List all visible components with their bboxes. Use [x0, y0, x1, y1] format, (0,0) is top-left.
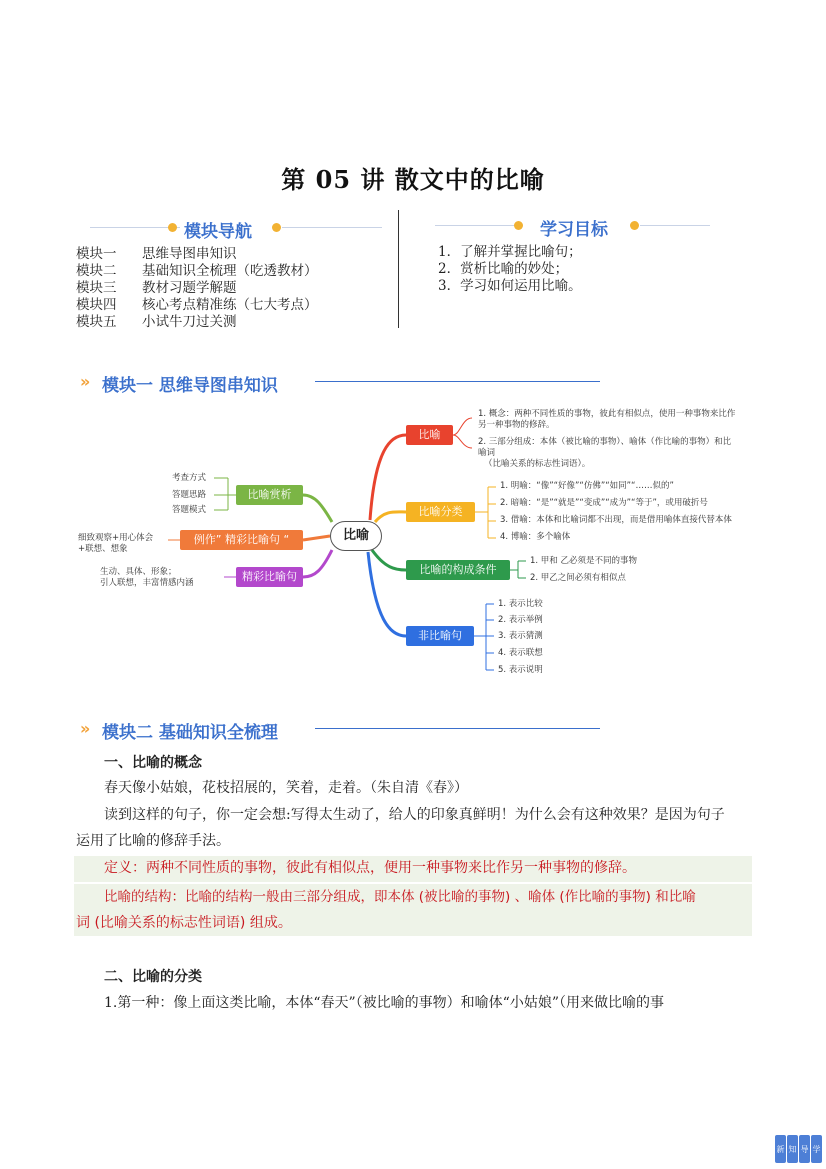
branch-jingcai — [303, 550, 332, 577]
fenlei-detail: 2. 暗喻：“是”“就是”“变成”“成为”“等于”，或用破折号 — [500, 498, 708, 508]
nav-item[interactable]: 模块一 思维导图串知识 — [76, 246, 237, 262]
branch-fenlei — [375, 512, 406, 522]
node-goucheng: 比喻的构成条件 — [406, 560, 510, 580]
node-lizuo: 例作” 精彩比喻句 “ — [180, 530, 303, 550]
nav-heading-line-right — [282, 227, 382, 228]
nav-item[interactable]: 模块四 核心考点精准练（七大考点） — [76, 297, 318, 313]
goals-heading: 学习目标 — [540, 220, 608, 240]
module2-title: 模块二 基础知识全梳理 — [102, 723, 278, 743]
definition: 定义：两种不同性质的事物，彼此有相似点，便用一种事物来比作另一种事物的修辞。 — [104, 860, 636, 876]
example-sentence: 春天像小姑娘，花枝招展的，笑着，走着。（朱自清《春》） — [104, 780, 468, 796]
nav-heading-line-left — [90, 227, 180, 228]
node-biyu: 比喻 — [406, 425, 453, 445]
biyu-detail: 另一种事物的修辞。 — [478, 420, 555, 430]
nav-heading-dot-right — [272, 223, 281, 232]
shangxi-detail: 答题思路 — [172, 490, 207, 500]
biyu-detail: 2. 三部分组成：本体（被比喻的事物）、喻体（作比喻的事物）和比 — [478, 437, 732, 447]
module-chevron-icon: » — [80, 372, 91, 391]
mindmap-center: 比喻 — [330, 521, 382, 551]
fei-detail: 1. 表示比较 — [498, 599, 543, 609]
structure-text: 词 (比喻关系的标志性词语) 组成。 — [76, 915, 292, 931]
node-jingcai: 精彩比喻句 — [236, 567, 303, 587]
goals-heading-dot-left — [514, 221, 523, 230]
branch-biyu — [370, 435, 406, 520]
goal-item: 3．学习如何运用比喻。 — [438, 278, 582, 294]
biyu-detail: 喻词 — [478, 448, 496, 458]
module1-rule — [315, 381, 600, 382]
goals-heading-line-right — [640, 225, 710, 226]
section-heading: 一、比喻的概念 — [104, 755, 202, 771]
goal-item: 2．赏析比喻的妙处； — [438, 261, 569, 277]
biyu-detail: （比喻关系的标志性词语）。 — [484, 459, 591, 469]
node-shangxi: 比喻赏析 — [236, 485, 303, 505]
column-divider — [398, 210, 399, 328]
node-fenlei: 比喻分类 — [406, 502, 475, 522]
nav-heading: 模块导航 — [184, 222, 252, 242]
corner-char: 新 — [775, 1135, 786, 1163]
fei-detail: 3. 表示猜测 — [498, 631, 543, 641]
fei-detail: 2. 表示举例 — [498, 615, 543, 625]
nav-heading-dot-left — [168, 223, 177, 232]
corner-badge — [775, 1135, 822, 1163]
shangxi-detail: 考查方式 — [172, 473, 207, 483]
page-title: 第 05 讲 散文中的比喻 — [281, 165, 545, 194]
nav-item[interactable]: 模块五 小试牛刀过关测 — [76, 314, 237, 330]
goucheng-detail: 2. 甲乙之间必须有相似点 — [530, 573, 626, 583]
corner-char: 导 — [799, 1135, 810, 1163]
module-chevron-icon: » — [80, 719, 91, 738]
branch-goucheng — [372, 550, 406, 570]
nav-list — [76, 246, 318, 331]
branch-lizuo — [303, 536, 330, 540]
biyu-detail: 1. 概念：两种不同性质的事物，彼此有相似点，使用一种事物来比作 — [478, 409, 736, 419]
paragraph: 1.第一种：像上面这类比喻，本体“春天”（被比喻的事物）和喻体“小姑娘”（用来做比喻的事 — [104, 995, 664, 1011]
fenlei-detail: 3. 借喻：本体和比喻词都不出现，而是借用喻体直接代替本体 — [500, 515, 732, 525]
goal-item: 1．了解并掌握比喻句； — [438, 244, 582, 260]
jingcai-detail: 生动、具体、形象； — [100, 567, 177, 577]
goals-heading-dot-right — [630, 221, 639, 230]
section-heading: 二、比喻的分类 — [104, 969, 202, 985]
paragraph: 读到这样的句子，你一定会想:写得太生动了，给人的印象真鲜明！为什么会有这种效果？是因为句子 — [104, 807, 725, 823]
fei-detail: 4. 表示联想 — [498, 648, 543, 658]
goals-list — [438, 244, 582, 295]
goals-heading-line-left — [435, 225, 520, 226]
fei-detail: 5. 表示说明 — [498, 665, 543, 675]
corner-char: 学 — [811, 1135, 822, 1163]
nav-item[interactable]: 模块二 基础知识全梳理（吃透教材） — [76, 263, 318, 279]
paragraph: 运用了比喻的修辞手法。 — [76, 833, 230, 849]
lizuo-detail: 细致观察+用心体会 — [78, 533, 154, 543]
goucheng-detail: 1. 甲和 乙必须是不同的事物 — [530, 556, 638, 566]
fenlei-detail: 4. 博喻：多个喻体 — [500, 532, 571, 542]
lizuo-detail: +联想、想象 — [78, 544, 128, 554]
structure-text: 比喻的结构：比喻的结构一般由三部分组成，即本体 (被比喻的事物) 、喻体 (作比喻的事物) 和比喻 — [104, 889, 696, 905]
jingcai-detail: 引人联想，丰富情感内涵 — [100, 578, 194, 588]
fenlei-detail: 1. 明喻：“像”“好像”“仿佛”“如同”“……似的” — [500, 481, 674, 491]
module1-title: 模块一 思维导图串知识 — [102, 376, 278, 396]
shangxi-detail: 答题模式 — [172, 505, 207, 515]
node-fei: 非比喻句 — [406, 626, 474, 646]
corner-char: 知 — [787, 1135, 798, 1163]
branch-shangxi — [303, 495, 332, 522]
nav-item[interactable]: 模块三 教材习题学解题 — [76, 280, 237, 296]
module2-rule — [315, 728, 600, 729]
